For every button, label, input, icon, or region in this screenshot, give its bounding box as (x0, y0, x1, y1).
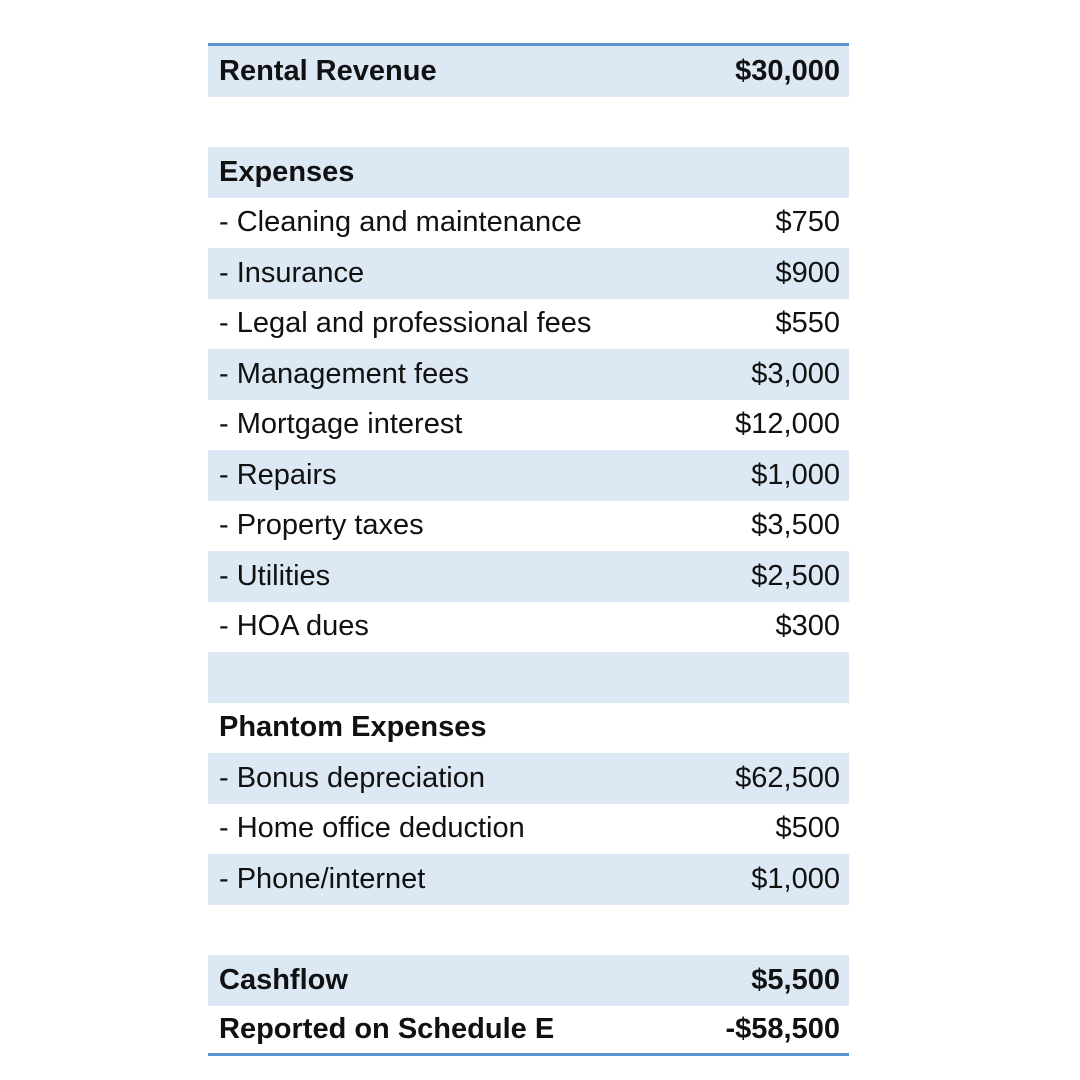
phantom-expenses-heading: Phantom Expenses (219, 711, 487, 744)
expense-amount: $300 (775, 610, 840, 643)
expense-label: - Management fees (219, 357, 469, 390)
expense-row (208, 501, 849, 552)
expense-row (208, 551, 849, 602)
expense-row (208, 400, 849, 451)
phantom-expense-amount: $1,000 (751, 862, 840, 895)
expense-label: - Insurance (219, 256, 365, 289)
expense-label: - Utilities (219, 559, 331, 592)
expense-row (208, 349, 849, 400)
expense-label: - Repairs (219, 458, 337, 491)
phantom-expense-amount: $62,500 (735, 761, 840, 794)
rental-revenue-row (208, 46, 849, 97)
spacer-row (208, 97, 849, 148)
expense-amount: $900 (775, 256, 840, 289)
phantom-expense-label: - Home office deduction (219, 812, 525, 845)
expenses-heading-row (208, 147, 849, 198)
expense-amount: $1,000 (751, 458, 840, 491)
expense-amount: $3,000 (751, 357, 840, 390)
expense-label: - Cleaning and maintenance (219, 206, 582, 239)
expense-amount: $550 (775, 307, 840, 340)
phantom-expense-amount: $500 (775, 812, 840, 845)
expense-amount: $750 (775, 206, 840, 239)
expense-label: - Mortgage interest (219, 408, 463, 441)
expenses-heading: Expenses (219, 155, 355, 188)
expense-row (208, 450, 849, 501)
rental-income-table (208, 43, 849, 1056)
expense-amount: $3,500 (751, 509, 840, 542)
rental-revenue-label: Rental Revenue (219, 54, 437, 87)
expense-amount: $2,500 (751, 559, 840, 592)
phantom-expenses-heading-row (208, 703, 849, 754)
expense-row (208, 198, 849, 249)
spacer-row (208, 905, 849, 956)
expense-row (208, 248, 849, 299)
expense-row (208, 299, 849, 350)
phantom-expense-row (208, 854, 849, 905)
expense-row (208, 602, 849, 653)
cashflow-row (208, 955, 849, 1006)
expense-amount: $12,000 (735, 408, 840, 441)
cashflow-label: Cashflow (219, 963, 348, 996)
schedule-e-label: Reported on Schedule E (219, 1012, 555, 1045)
spacer-row (208, 652, 849, 703)
cashflow-amount: $5,500 (751, 963, 840, 996)
phantom-expense-row (208, 753, 849, 804)
rental-revenue-amount: $30,000 (735, 54, 840, 87)
phantom-expense-label: - Phone/internet (219, 862, 426, 895)
expense-label: - Legal and professional fees (219, 307, 592, 340)
expense-label: - Property taxes (219, 509, 424, 542)
phantom-expense-label: - Bonus depreciation (219, 761, 485, 794)
schedule-e-amount: -$58,500 (725, 1012, 840, 1045)
expense-label: - HOA dues (219, 610, 369, 643)
schedule-e-row (208, 1006, 849, 1057)
phantom-expense-row (208, 804, 849, 855)
